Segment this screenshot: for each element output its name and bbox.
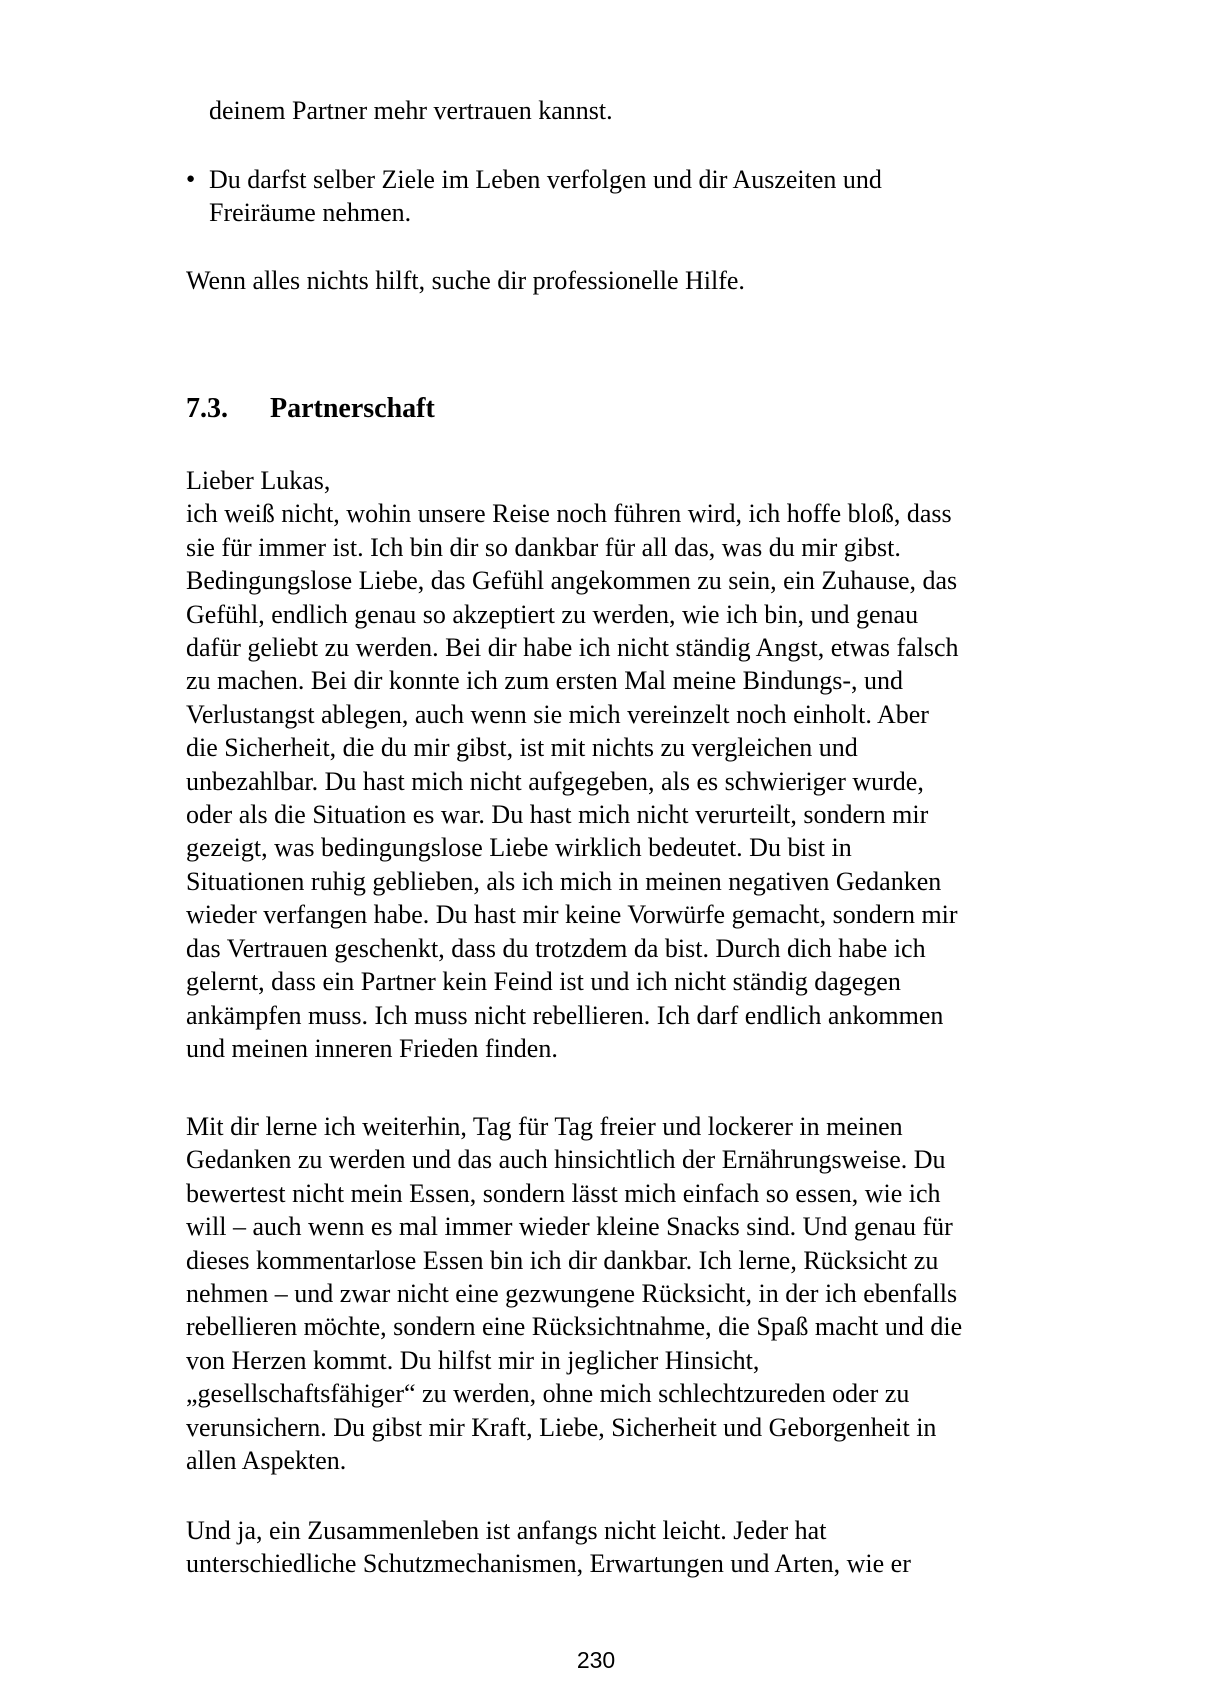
text-line: verunsichern. Du gibst mir Kraft, Liebe, Sicherheit und Geborgenheit in [186, 1412, 937, 1442]
text-line: „gesellschaftsfähiger“ zu werden, ohne mich schlechtzureden oder zu [186, 1379, 910, 1409]
section-title: Partnerschaft [270, 393, 435, 424]
text-line: allen Aspekten. [186, 1446, 347, 1476]
bullet-item-text [209, 163, 1129, 230]
text-line: zu machen. Bei dir konnte ich zum ersten Mal meine Bindungs-, und [186, 666, 903, 696]
bullet-icon: ● [186, 171, 196, 187]
text-line: gelernt, dass ein Partner kein Feind ist und ich nicht ständig dagegen [186, 967, 901, 997]
letter-paragraph-1 [186, 464, 1106, 1065]
text-line: bewertest nicht mein Essen, sondern lässt mich einfach so essen, wie ich [186, 1178, 941, 1208]
section-number: 7.3. [186, 393, 228, 424]
bullet-continuation-line: deinem Partner mehr vertrauen kannst. [209, 96, 613, 125]
text-line: Lieber Lukas, [186, 466, 331, 495]
text-line: Mit dir lerne ich weiterhin, Tag für Tag freier und lockerer in meinen [186, 1112, 903, 1141]
text-line: oder als die Situation es war. Du hast mich nicht verurteilt, sondern mir [186, 800, 929, 830]
text-line: und meinen inneren Frieden finden. [186, 1033, 558, 1063]
text-line: Bedingungslose Liebe, das Gefühl angekommen zu sein, ein Zuhause, das [186, 566, 958, 596]
text-line: Gedanken zu werden und das auch hinsichtlich der Ernährungsweise. Du [186, 1145, 946, 1175]
text-line: sie für immer ist. Ich bin dir so dankbar für all das, was du mir gibst. [186, 532, 901, 562]
text-line: Freiräume nehmen. [209, 198, 412, 228]
text-line: ankämpfen muss. Ich muss nicht rebellieren. Ich darf endlich ankommen [186, 1000, 944, 1030]
bullet-item [186, 163, 1129, 230]
text-line: nehmen – und zwar nicht eine gezwungene Rücksicht, in der ich ebenfalls [186, 1279, 958, 1309]
text-line: die Sicherheit, die du mir gibst, ist mit nichts zu vergleichen und [186, 733, 858, 763]
letter-paragraph-2 [186, 1110, 1106, 1477]
text-line: Und ja, ein Zusammenleben ist anfangs nicht leicht. Jeder hat [186, 1516, 827, 1545]
text-line: von Herzen kommt. Du hilfst mir in jeglicher Hinsicht, [186, 1345, 760, 1375]
closing-line: Wenn alles nichts hilft, suche dir professionelle Hilfe. [186, 266, 745, 295]
text-line: Du darfst selber Ziele im Leben verfolgen und dir Auszeiten und [209, 165, 882, 194]
text-line: Gefühl, endlich genau so akzeptiert zu werden, wie ich bin, und genau [186, 599, 919, 629]
section-heading [186, 392, 1106, 426]
text-line: das Vertrauen geschenkt, dass du trotzdem da bist. Durch dich habe ich [186, 933, 926, 963]
text-line: gezeigt, was bedingungslose Liebe wirklich bedeutet. Du bist in [186, 833, 852, 863]
text-line: will – auch wenn es mal immer wieder kleine Snacks sind. Und genau für [186, 1212, 953, 1242]
text-line: rebellieren möchte, sondern eine Rücksichtnahme, die Spaß macht und die [186, 1312, 963, 1342]
page-number: 230 [576, 1647, 616, 1673]
text-line: dieses kommentarlose Essen bin ich dir dankbar. Ich lerne, Rücksicht zu [186, 1245, 939, 1275]
page-footer [0, 1646, 1192, 1674]
text-line: Verlustangst ablegen, auch wenn sie mich vereinzelt noch einholt. Aber [186, 699, 929, 729]
text-line: Situationen ruhig geblieben, als ich mich in meinen negativen Gedanken [186, 866, 942, 896]
text-line: dafür geliebt zu werden. Bei dir habe ich nicht ständig Angst, etwas falsch [186, 633, 959, 663]
text-line: unterschiedliche Schutzmechanismen, Erwartungen und Arten, wie er [186, 1549, 911, 1579]
letter-paragraph-3 [186, 1514, 1106, 1581]
text-line: wieder verfangen habe. Du hast mir keine Vorwürfe gemacht, sondern mir [186, 900, 958, 930]
text-line: unbezahlbar. Du hast mich nicht aufgegeben, als es schwieriger wurde, [186, 766, 924, 796]
text-line: ich weiß nicht, wohin unsere Reise noch führen wird, ich hoffe bloß, dass [186, 499, 952, 529]
